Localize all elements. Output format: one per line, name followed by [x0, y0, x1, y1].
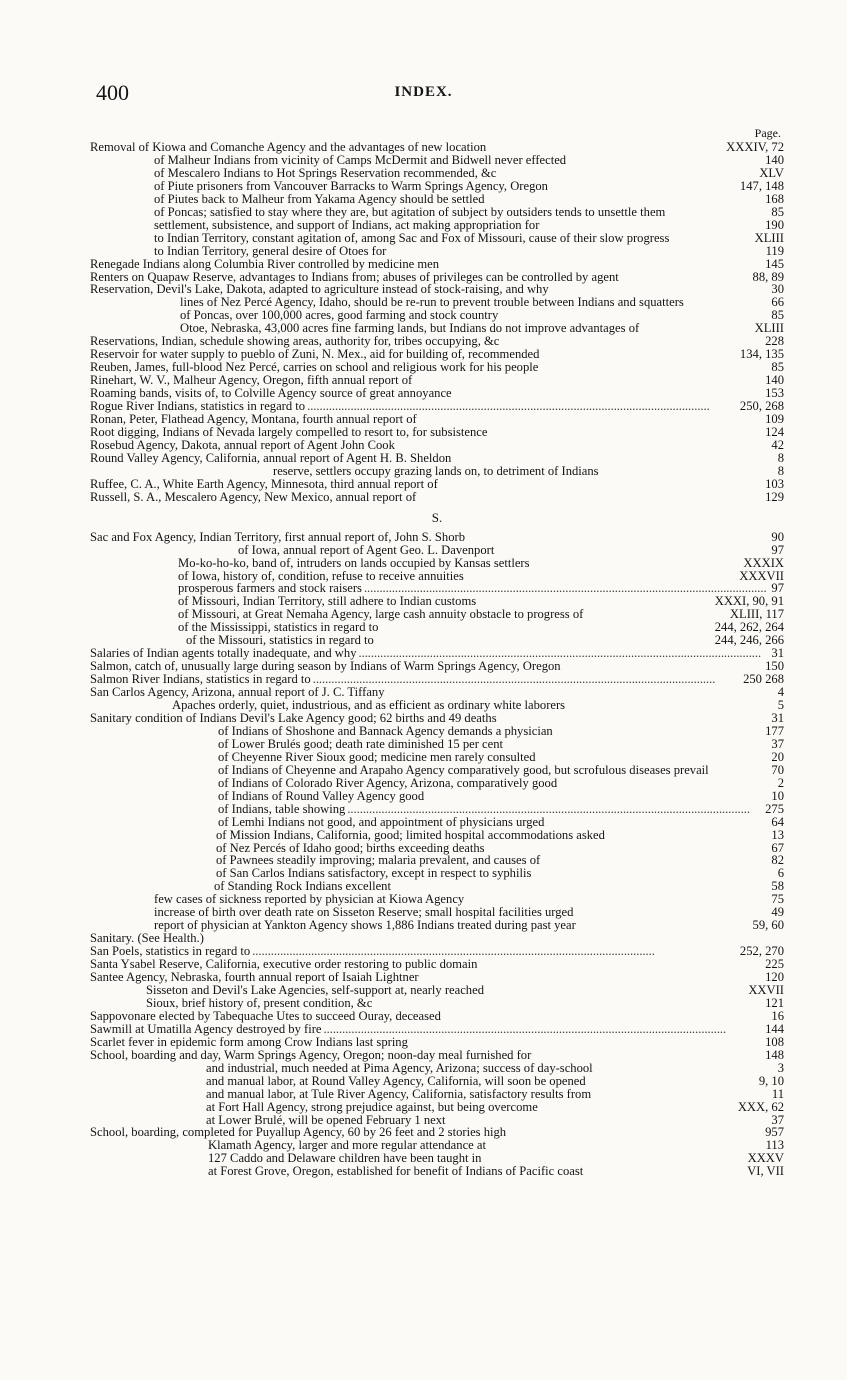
entry-text: of Missouri, at Great Nemaha Agency, large cash annuity obstacle to progress of: [178, 607, 584, 622]
entry-text: Russell, S. A., Mescalero Agency, New Mexico, annual report of: [90, 489, 417, 504]
entry-page-ref: 97: [771, 542, 784, 557]
entry-text: Removal of Kiowa and Comanche Agency and the advantages of new location: [90, 140, 487, 154]
entry-text: Reuben, James, full-blood Nez Percé, carries on school and religious work for his people: [90, 360, 539, 375]
entry-page-ref: 140: [765, 152, 784, 167]
entry-page-ref: 113: [765, 1138, 784, 1153]
entry-text: prosperous farmers and stock raisers: [178, 582, 362, 596]
entry-page-ref: XXXI, 90, 91: [714, 594, 784, 609]
entry-text: Salmon River Indians, statistics in regard to: [90, 673, 311, 687]
entry-page-ref: XXXIX: [743, 555, 784, 570]
entry-page-ref: 119: [765, 243, 784, 258]
index-entry: [90, 932, 784, 945]
entry-text: of Iowa, history of, condition, refuse to receive annuities: [178, 568, 464, 583]
entry-page-ref: 228: [765, 334, 784, 349]
page-number: 400: [96, 80, 129, 105]
entry-text: of Mission Indians, California, good; limited hospital accommodations asked: [216, 827, 605, 842]
entry-text: and manual labor, at Tule River Agency, California, satisfactory results from: [206, 1086, 592, 1101]
entry-page-ref: XXX, 62: [737, 1099, 784, 1114]
index-entry-line: [208, 1164, 784, 1179]
entry-page-ref: 64: [771, 814, 784, 829]
entry-page-ref: 145: [765, 256, 784, 271]
entry-page-ref: 150: [765, 659, 784, 674]
entry-text: 127 Caddo and Delaware children have been taught in: [208, 1151, 482, 1166]
entry-text: at Forest Grove, Oregon, established for benefit of Indians of Pacific coast: [208, 1164, 584, 1179]
entry-text: of Indians of Round Valley Agency good: [218, 788, 425, 803]
entry-text: of Malheur Indians from vicinity of Camps McDermit and Bidwell never effected: [154, 152, 567, 167]
entry-page-ref: 85: [771, 308, 784, 323]
entry-text: of Missouri, Indian Territory, still adhere to Indian customs: [178, 594, 477, 609]
entry-page-ref: 148: [765, 1047, 784, 1062]
entry-text: Reservations, Indian, schedule showing areas, authority for, tribes occupying, &c: [90, 334, 500, 349]
entry-page-ref: 120: [765, 970, 784, 985]
entry-page-ref: 11: [771, 1086, 784, 1101]
entry-page-ref: 250 268: [743, 672, 784, 687]
entry-page-ref: 957: [765, 1125, 784, 1140]
entry-text: lines of Nez Percé Agency, Idaho, should be re-run to prevent trouble between Indians and squatters: [180, 295, 684, 310]
entry-text: reserve, settlers occupy grazing lands on, to detriment of Indians: [273, 463, 599, 478]
index-entry-line: [218, 788, 784, 803]
index-section-r: [90, 141, 784, 504]
entry-text: of Indians of Shoshone and Bannack Agency demands a physician: [218, 723, 553, 738]
entry-text: at Fort Hall Agency, strong prejudice against, but being overcome: [206, 1099, 538, 1114]
entry-text: Apaches orderly, quiet, industrious, and as efficient as ordinary white laborers: [172, 698, 566, 713]
index-entries: [90, 141, 784, 1178]
entry-page-ref: 75: [771, 892, 784, 907]
entry-text: Sanitary condition of Indians Devil's Lake Agency good; 62 births and 49 deaths: [90, 710, 497, 725]
entry-text: of the Missouri, statistics in regard to: [186, 633, 374, 648]
entry-text: of Indians of Colorado River Agency, Arizona, comparatively good: [218, 775, 558, 790]
entry-page-ref: 31: [771, 646, 784, 661]
entry-text: of San Carlos Indians satisfactory, except in respect to syphilis: [216, 866, 532, 881]
entry-page-ref: 85: [771, 204, 784, 219]
index-entry-line: [90, 489, 784, 504]
entry-page-ref: 8: [777, 450, 784, 465]
entry-page-ref: 124: [765, 424, 784, 439]
entry-page-ref: 244, 246, 266: [714, 633, 784, 648]
entry-page-ref: 88, 89: [752, 269, 784, 284]
entry-page-ref: VI, VII: [747, 1164, 784, 1179]
entry-page-ref: XLIII: [754, 321, 784, 336]
index-entry: [90, 660, 784, 673]
entry-text: increase of birth over death rate on Sisseton Reserve; small hospital facilities urged: [154, 905, 574, 920]
entry-text: Rogue River Indians, statistics in regard to: [90, 400, 306, 414]
entry-text: Santee Agency, Nebraska, fourth annual report of Isaiah Lightner: [90, 970, 419, 985]
entry-page-ref: 103: [765, 476, 784, 491]
entry-page-ref: 59, 60: [752, 918, 784, 933]
entry-page-ref: 190: [765, 217, 784, 232]
entry-text: San Poels, statistics in regard to: [90, 945, 251, 959]
entry-text: of Indians of Cheyenne and Arapaho Agency comparatively good, but scrofulous diseases prevail: [218, 762, 709, 777]
section-letter: S.: [431, 509, 443, 525]
entry-text: of the Mississippi, statistics in regard to: [178, 620, 379, 635]
entry-page-ref: 49: [771, 905, 784, 920]
entry-page-ref: 31: [771, 710, 784, 725]
entry-text: Roaming bands, visits of, to Colville Agency source of great annoyance: [90, 386, 452, 401]
entry-page-ref: 147, 148: [739, 178, 784, 193]
index-entry: [90, 1165, 784, 1178]
index-entry: [90, 867, 784, 880]
entry-text: of Standing Rock Indians excellent: [214, 879, 391, 894]
entry-page-ref: XXVII: [748, 983, 784, 997]
entry-page-ref: 37: [771, 736, 784, 751]
entry-page-ref: 13: [771, 827, 784, 842]
index-entry: [90, 570, 784, 583]
entry-text: School, boarding, completed for Puyallup Agency, 60 by 26 feet and 2 stories high: [90, 1125, 507, 1140]
index-entry: [90, 919, 784, 932]
entry-text: Sanitary. (See Health.): [90, 932, 204, 946]
index-entry: [90, 1010, 784, 1023]
index-entry: [90, 634, 784, 647]
entry-text: Scarlet fever in epidemic form among Crow Indians last spring: [90, 1034, 408, 1049]
entry-page-ref: 140: [765, 373, 784, 388]
entry-page-ref: 6: [777, 866, 784, 881]
entry-page-ref: 8: [777, 463, 784, 478]
entry-text: Reservation, Devil's Lake, Dakota, adapted to agriculture instead of stock-raising, and why: [90, 282, 549, 297]
entry-text: Otoe, Nebraska, 43,000 acres fine farming lands, but Indians do not improve advantages of: [180, 321, 640, 336]
entry-text: and industrial, much needed at Pima Agency, Arizona; success of day-school: [206, 1060, 593, 1075]
entry-text: of Nez Percés of Idaho good; births exceeding deaths: [216, 840, 485, 855]
entry-text: to Indian Territory, constant agitation of, among Sac and Fox of Missouri, cause of their slow progress: [154, 230, 670, 245]
index-entry-line: [90, 932, 784, 945]
entry-page-ref: 153: [765, 386, 784, 401]
entry-page-ref: 58: [771, 879, 784, 894]
entry-text: of Indians, table showing: [218, 802, 346, 816]
entry-text: Ronan, Peter, Flathead Agency, Montana, fourth annual report of: [90, 412, 417, 427]
entry-text: report of physician at Yankton Agency shows 1,886 Indians treated during past year: [154, 918, 576, 933]
page-column-heading: Page.: [754, 126, 781, 140]
entry-text: Klamath Agency, larger and more regular attendance at: [208, 1138, 486, 1153]
entry-page-ref: 66: [771, 295, 784, 310]
entry-text: School, boarding and day, Warm Springs Agency, Oregon; noon-day meal furnished for: [90, 1047, 532, 1062]
entry-page-ref: 129: [765, 489, 784, 504]
entry-text: Reservoir for water supply to pueblo of Zuni, N. Mex., aid for building of, recommended: [90, 347, 540, 362]
entry-text: of Lower Brulés good; death rate diminished 15 per cent: [218, 736, 504, 751]
entry-page-ref: 3: [777, 1060, 784, 1075]
entry-page-ref: 109: [765, 412, 784, 427]
entry-page-ref: XXXIV, 72: [726, 140, 784, 154]
entry-page-ref: 70: [771, 762, 784, 777]
entry-page-ref: XLIII, 117: [729, 607, 784, 622]
entry-text: Ruffee, C. A., White Earth Agency, Minnesota, third annual report of: [90, 476, 438, 491]
entry-text: Renters on Quapaw Reserve, advantages to Indians from; abuses of privileges can be controlled by agent: [90, 269, 619, 284]
entry-page-ref: 97: [771, 581, 784, 596]
entry-text: of Cheyenne River Sioux good; medicine men rarely consulted: [218, 749, 536, 764]
entry-text: of Iowa, annual report of Agent Geo. L. Davenport: [238, 542, 495, 557]
entry-text: Sawmill at Umatilla Agency destroyed by fire: [90, 1022, 322, 1036]
entry-text: few cases of sickness reported by physician at Kiowa Agency: [154, 892, 465, 907]
entry-page-ref: XXXV: [747, 1151, 784, 1166]
entry-text: Root digging, Indians of Nevada largely compelled to resort to, for subsistence: [90, 424, 488, 439]
index-entry-line: [186, 633, 784, 648]
entry-page-ref: 16: [771, 1008, 784, 1023]
entry-page-ref: 225: [765, 957, 784, 972]
entry-page-ref: 108: [765, 1034, 784, 1049]
entry-text: San Carlos Agency, Arizona, annual report of J. C. Tiffany: [90, 685, 385, 700]
entry-text: Sioux, brief history of, present condition, &c: [146, 995, 373, 1010]
entry-page-ref: 5: [777, 698, 784, 713]
entry-page-ref: 42: [771, 437, 784, 452]
entry-text: Santa Ysabel Reserve, California, executive order restoring to public domain: [90, 957, 478, 972]
entry-page-ref: XLIII: [754, 230, 784, 245]
entry-page-ref: 20: [771, 749, 784, 764]
entry-text: of Poncas; satisfied to stay where they are, but agitation of subject by outsiders tends to unsettle them: [154, 204, 666, 219]
entry-page-ref: 250, 268: [739, 399, 784, 414]
entry-page-ref: 10: [771, 788, 784, 803]
entry-text: settlement, subsistence, and support of Indians, act making appropriation for: [154, 217, 540, 232]
entry-text: of Pawnees steadily improving; malaria prevalent, and causes of: [216, 853, 541, 868]
index-entry-line: [90, 386, 784, 401]
entry-page-ref: 134, 135: [739, 347, 784, 362]
index-entry-line: [178, 568, 784, 583]
entry-text: and manual labor, at Round Valley Agency, California, will soon be opened: [206, 1073, 586, 1088]
index-entry: [90, 387, 784, 400]
entry-page-ref: 37: [771, 1112, 784, 1127]
entry-page-ref: 2: [777, 775, 784, 790]
index-entry: [90, 777, 784, 790]
entry-text: Salmon, catch of, unusually large during season by Indians of Warm Springs Agency, Oregon: [90, 659, 561, 674]
entry-page-ref: 275: [765, 801, 784, 816]
entry-page-ref: 177: [765, 723, 784, 738]
entry-text: of Lemhi Indians not good, and appointment of physicians urged: [218, 814, 545, 829]
index-section-s: [90, 531, 784, 1179]
entry-page-ref: 30: [771, 282, 784, 297]
entry-text: Sappovonare elected by Tabequache Utes to succeed Ouray, deceased: [90, 1008, 441, 1023]
entry-page-ref: XXXVII: [739, 568, 784, 583]
entry-text: of Piutes back to Malheur from Yakama Agency should be settled: [154, 191, 485, 206]
entry-page-ref: 144: [765, 1021, 784, 1036]
entry-page-ref: 121: [765, 995, 784, 1010]
index-entry-line: [90, 659, 784, 674]
entry-text: Rinehart, W. V., Malheur Agency, Oregon, fifth annual report of: [90, 373, 413, 388]
running-title: INDEX.: [394, 84, 453, 100]
entry-text: Mo-ko-ho-ko, band of, intruders on lands occupied by Kansas settlers: [178, 555, 530, 570]
entry-page-ref: 90: [771, 529, 784, 544]
entry-text: of Piute prisoners from Vancouver Barracks to Warm Springs Agency, Oregon: [154, 178, 548, 193]
entry-text: at Lower Brulé, will be opened February 1 next: [206, 1112, 446, 1127]
entry-page-ref: 67: [771, 840, 784, 855]
index-entry: [90, 790, 784, 803]
entry-text: Salaries of Indian agents totally inadequate, and why: [90, 647, 357, 661]
entry-page-ref: 9, 10: [758, 1073, 784, 1088]
entry-page-ref: 244, 262, 264: [714, 620, 784, 635]
entry-text: to Indian Territory, general desire of Otoes for: [154, 243, 387, 258]
entry-text: Round Valley Agency, California, annual report of Agent H. B. Sheldon: [90, 450, 452, 465]
entry-page-ref: 168: [765, 191, 784, 206]
index-entry-line: [154, 918, 784, 933]
entry-page-ref: 82: [771, 853, 784, 868]
entry-text: Sac and Fox Agency, Indian Territory, first annual report of, John S. Shorb: [90, 529, 465, 544]
entry-text: Sisseton and Devil's Lake Agencies, self-support at, nearly reached: [146, 983, 484, 997]
index-entry-line: [90, 1008, 784, 1023]
entry-text: Rosebud Agency, Dakota, annual report of Agent John Cook: [90, 437, 395, 452]
entry-page-ref: 252, 270: [739, 944, 784, 959]
entry-page-ref: 85: [771, 360, 784, 375]
entry-page-ref: 4: [777, 685, 784, 700]
index-entry: [90, 491, 784, 504]
entry-text: of Poncas, over 100,000 acres, good farming and stock country: [180, 308, 499, 323]
entry-text: Renegade Indians along Columbia River controlled by medicine men: [90, 256, 440, 271]
entry-page-ref: XLV: [759, 165, 784, 180]
entry-text: of Mescalero Indians to Hot Springs Reservation recommended, &c: [154, 165, 497, 180]
